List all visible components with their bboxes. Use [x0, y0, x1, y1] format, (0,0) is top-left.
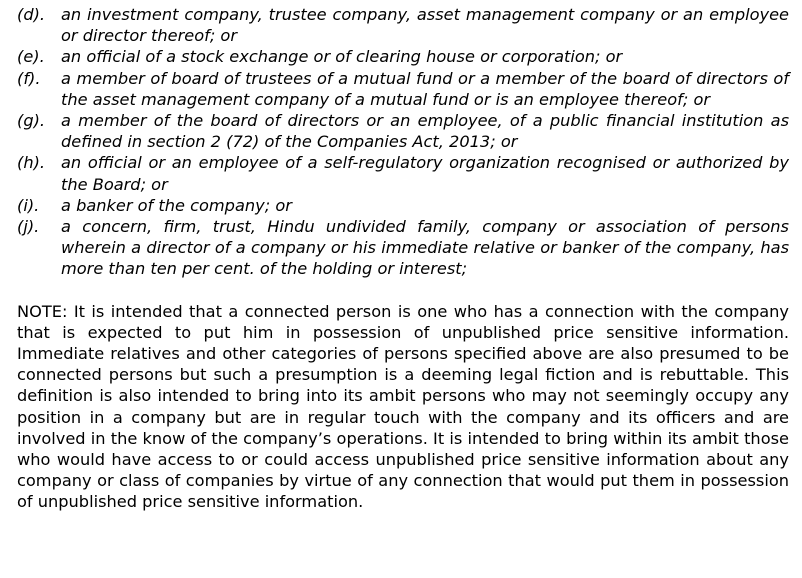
clause-marker: (d).: [17, 5, 46, 24]
clause-marker: (i).: [17, 195, 40, 215]
clause-e: [17, 46, 789, 67]
clause-text: a member of board of trustees of a mutual fund or a member of the board of directors of the asset management company of a mutual fund or is an employee thereof; or: [61, 68, 789, 109]
clause-d: [17, 4, 789, 46]
clause-marker: (f).: [17, 68, 41, 88]
clause-j: [17, 216, 789, 280]
clause-text: a banker of the company; or: [61, 195, 292, 215]
clause-h: [17, 152, 789, 194]
clause-i: [17, 195, 789, 216]
clause-marker: (e).: [17, 47, 45, 67]
clause-text: an official of a stock exchange or of clearing house or corporation; or: [61, 47, 623, 67]
clause-f: [17, 68, 789, 110]
clause-marker: (h).: [17, 153, 46, 173]
clause-text: an investment company, trustee company, asset management company or an employee or director thereof; or: [61, 5, 789, 46]
note-paragraph: NOTE: It is intended that a connected person is one who has a connection with the company that is expected to put him in possession of unpublished price sensitive information. Immediate relatives and other categories of persons specified above are also presumed to be connected persons but such a presumption is a deeming legal fiction and is rebuttable. This definition is also intended to bring into its ambit persons who may not seemingly occupy any position in a company but are in regular touch with the company and its officers and are involved in the know of the company’s operations. It is intended to bring within its ambit those who would have access to or could access unpublished price sensitive information about any company or class of companies by virtue of any connection that would put them in possession of unpublished price sensitive information.: [17, 301, 789, 512]
clause-marker: (g).: [17, 111, 46, 131]
clause-list: [17, 4, 789, 280]
clause-text: a concern, firm, trust, Hindu undivided family, company or association of persons wherein a director of a company or his immediate relative or banker of the company, has more than ten per cent. of the holding or interest;: [61, 217, 789, 279]
clause-text: a member of the board of directors or an employee, of a public financial institution as defined in section 2 (72) of the Companies Act, 2013; or: [61, 111, 789, 152]
clause-marker: (j).: [17, 217, 40, 237]
clause-text: an official or an employee of a self-regulatory organization recognised or authorized by the Board; or: [61, 153, 789, 194]
clause-g: [17, 110, 789, 152]
